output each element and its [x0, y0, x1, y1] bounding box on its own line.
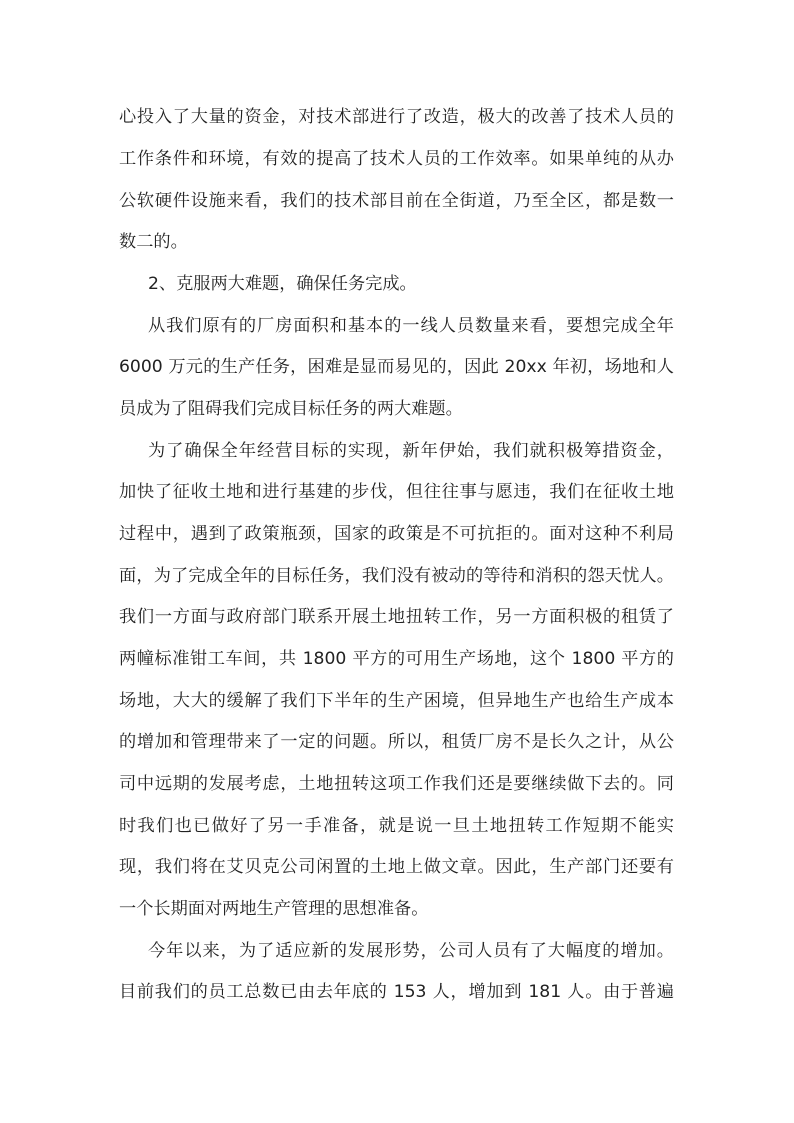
line-text: 司中远期的发展考虑，土地扭转这项工作我们还是要继续做下去的。同 — [119, 774, 674, 794]
text-line — [0, 806, 794, 846]
line-text: 时我们也已做好了另一手准备，就是说一旦土地扭转工作短期不能实 — [119, 816, 674, 836]
line-text: 我们一方面与政府部门联系开展土地扭转工作，另一方面积极的租赁了 — [119, 607, 674, 627]
line-text: 两幢标准钳工车间，共 1800 平方的可用生产场地，这个 1800 平方的 — [119, 649, 674, 669]
text-line — [0, 597, 794, 637]
line-text: 公软硬件设施来看，我们的技术部目前在全街道，乃至全区，都是数一 — [119, 191, 674, 211]
line-text: 2、克服两大难题，确保任务完成。 — [148, 274, 417, 294]
text-line — [0, 97, 794, 137]
text-line — [0, 472, 794, 512]
section-heading — [0, 264, 794, 304]
text-line — [0, 681, 794, 721]
line-text: 一个长期面对两地生产管理的思想准备。 — [119, 899, 429, 919]
text-line — [0, 972, 794, 1012]
text-line — [0, 722, 794, 762]
line-text: 过程中，遇到了政策瓶颈，国家的政策是不可抗拒的。面对这种不利局 — [119, 524, 674, 544]
line-text: 工作条件和环境，有效的提高了技术人员的工作效率。如果单纯的从办 — [119, 149, 674, 169]
line-text: 目前我们的员工总数已由去年底的 153 人，增加到 181 人。由于普遍 — [119, 982, 674, 1002]
text-line — [0, 889, 794, 929]
text-line — [0, 389, 794, 429]
text-line — [0, 931, 794, 971]
text-line — [0, 181, 794, 221]
text-line — [0, 764, 794, 804]
line-text: 现，我们将在艾贝克公司闲置的土地上做文章。因此，生产部门还要有 — [119, 857, 674, 877]
text-line — [0, 306, 794, 346]
text-line — [0, 139, 794, 179]
line-text: 面，为了完成全年的目标任务，我们没有被动的等待和消积的怨天忧人。 — [119, 566, 674, 586]
line-text: 员成为了阻碍我们完成目标任务的两大难题。 — [119, 399, 463, 419]
text-line — [0, 347, 794, 387]
line-text: 今年以来，为了适应新的发展形势，公司人员有了大幅度的增加。 — [148, 941, 674, 961]
line-text: 场地，大大的缓解了我们下半年的生产困境，但异地生产也给生产成本 — [119, 691, 674, 711]
line-text: 6000 万元的生产任务，困难是显而易见的，因此 20xx 年初，场地和人 — [119, 357, 674, 377]
text-line — [0, 847, 794, 887]
line-text: 的增加和管理带来了一定的问题。所以，租赁厂房不是长久之计，从公 — [119, 732, 674, 752]
line-text: 心投入了大量的资金，对技术部进行了改造，极大的改善了技术人员的 — [119, 107, 674, 127]
text-line — [0, 222, 794, 262]
line-text: 加快了征收土地和进行基建的步伐，但往往事与愿违，我们在征收土地 — [119, 482, 674, 502]
text-line — [0, 431, 794, 471]
text-line — [0, 556, 794, 596]
text-line — [0, 514, 794, 554]
line-text: 为了确保全年经营目标的实现，新年伊始，我们就积极筹措资金， — [148, 441, 674, 461]
line-text: 从我们原有的厂房面积和基本的一线人员数量来看，要想完成全年 — [148, 316, 674, 336]
text-line — [0, 639, 794, 679]
line-text: 数二的。 — [119, 232, 188, 252]
